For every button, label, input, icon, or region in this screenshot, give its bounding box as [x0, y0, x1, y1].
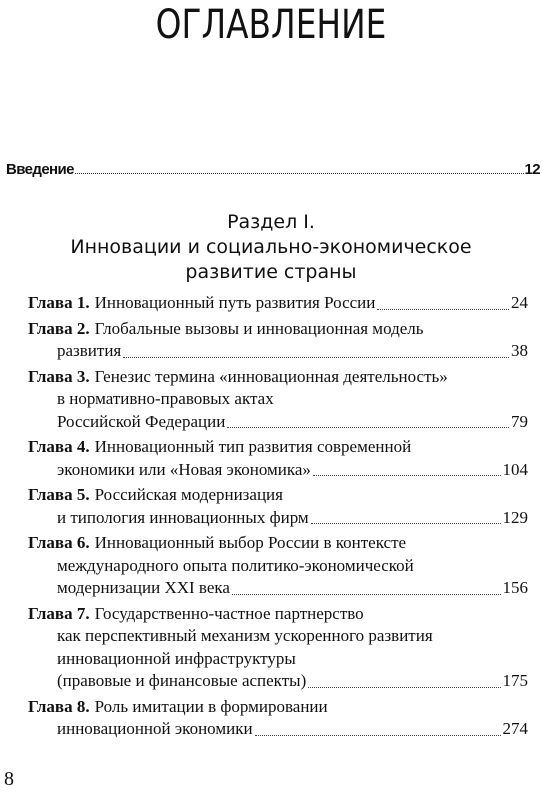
chapter-page-number: 175: [502, 671, 528, 690]
toc-entry-line: [28, 577, 528, 600]
chapter-label: Глава 1.: [28, 293, 90, 312]
dot-leader: [313, 475, 501, 476]
toc-entry-line: [28, 292, 528, 315]
toc-entry-line: [28, 318, 528, 341]
chapter-title-text: Российской Федерации: [57, 411, 226, 431]
toc-entry-line: [28, 436, 528, 459]
toc-entry-chapter-8[interactable]: [28, 696, 528, 741]
chapter-title-text: развития: [57, 341, 122, 360]
toc-entry-line: [28, 411, 528, 434]
chapter-label: Глава 3.: [28, 366, 90, 386]
page-number: 8: [4, 768, 14, 790]
dot-leader: [123, 357, 509, 358]
chapter-page-number: 104: [502, 459, 528, 479]
toc-entry-chapter-3[interactable]: [28, 366, 528, 434]
chapter-title-text: Инновационный выбор России в контексте: [94, 533, 407, 552]
chapter-page-number: 38: [511, 341, 528, 360]
chapter-title-text: экономики или «Новая экономика»: [57, 459, 311, 479]
chapter-label: Глава 2.: [28, 318, 90, 338]
chapter-page-number: 156: [502, 578, 528, 597]
chapter-label: Глава 4.: [28, 437, 90, 456]
toc-entry-line: [28, 555, 528, 578]
toc-entry-line: [28, 340, 528, 363]
toc-entry-line: [28, 484, 528, 507]
chapter-title-text: инновационной экономики: [57, 719, 253, 738]
chapter-title-text: в нормативно-правовых актах: [57, 389, 274, 408]
toc-entry-line: [28, 388, 528, 411]
toc-entry-line: [28, 603, 528, 626]
section-title-line: Инновации и социально-экономическое: [70, 236, 472, 258]
dot-leader: [227, 427, 509, 428]
dot-leader: [311, 523, 501, 524]
chapter-title-text: и типология инновационных фирм: [57, 507, 309, 527]
toc-entry-introduction[interactable]: [6, 161, 540, 178]
chapter-title-text: Глобальные вызовы и инновационная модель: [94, 318, 424, 338]
chapter-label: Глава 8.: [28, 696, 90, 716]
dot-leader: [308, 687, 500, 688]
toc-entry-line: [28, 459, 528, 482]
dot-leader: [377, 309, 509, 310]
toc-entry-line: [28, 696, 528, 719]
toc-entry-chapter-2[interactable]: [28, 318, 528, 363]
chapter-title-text: Инновационный путь развития России: [94, 293, 376, 312]
dot-leader: [232, 594, 501, 595]
toc-entry-line: [28, 366, 528, 389]
page-heading: ОГЛАВЛЕНИЕ: [155, 2, 387, 48]
chapter-page-number: 24: [511, 293, 528, 312]
chapter-label: Глава 7.: [28, 603, 90, 623]
dot-leader: [75, 173, 524, 174]
chapter-title-text: как перспективный механизм ускоренного развития: [57, 626, 433, 645]
toc-entry-line: [28, 718, 528, 741]
chapter-label: Глава 5.: [28, 485, 90, 504]
toc-entry-line: [28, 625, 528, 648]
section-title-line: Раздел I.: [227, 211, 315, 233]
toc-entry-chapter-1[interactable]: [28, 292, 528, 315]
chapter-page-number: 79: [511, 411, 528, 431]
chapter-page-number: 274: [502, 719, 528, 738]
chapter-title-text: инновационной инфраструктуры: [57, 648, 296, 668]
chapter-label: Глава 6.: [28, 533, 90, 552]
chapter-title-text: Российская модернизация: [94, 485, 283, 504]
chapter-title-text: Инновационный тип развития современной: [94, 437, 412, 456]
toc-entry-line: [28, 507, 528, 530]
toc-entry-chapter-7[interactable]: [28, 603, 528, 693]
section-title-line: развитие страны: [185, 261, 357, 283]
toc-entry-chapter-5[interactable]: [28, 484, 528, 529]
section-title: [0, 210, 542, 285]
table-of-contents: [28, 292, 528, 744]
toc-entry-chapter-6[interactable]: [28, 532, 528, 600]
chapter-title-text: модернизации XXI века: [57, 578, 230, 597]
chapter-title-text: Государственно-частное партнерство: [94, 603, 364, 623]
introduction-label: Введение: [6, 161, 74, 178]
dot-leader: [255, 735, 501, 736]
chapter-title-text: Генезис термина «инновационная деятельность»: [94, 366, 448, 386]
toc-entry-line: [28, 670, 528, 693]
toc-entry-line: [28, 532, 528, 555]
introduction-page-number: 12: [524, 161, 540, 178]
chapter-page-number: 129: [502, 507, 528, 527]
toc-entry-chapter-4[interactable]: [28, 436, 528, 481]
chapter-title-text: (правовые и финансовые аспекты): [57, 671, 307, 690]
toc-entry-line: [28, 648, 528, 671]
chapter-title-text: международного опыта политико-экономической: [57, 555, 414, 575]
chapter-title-text: Роль имитации в формировании: [94, 696, 328, 716]
